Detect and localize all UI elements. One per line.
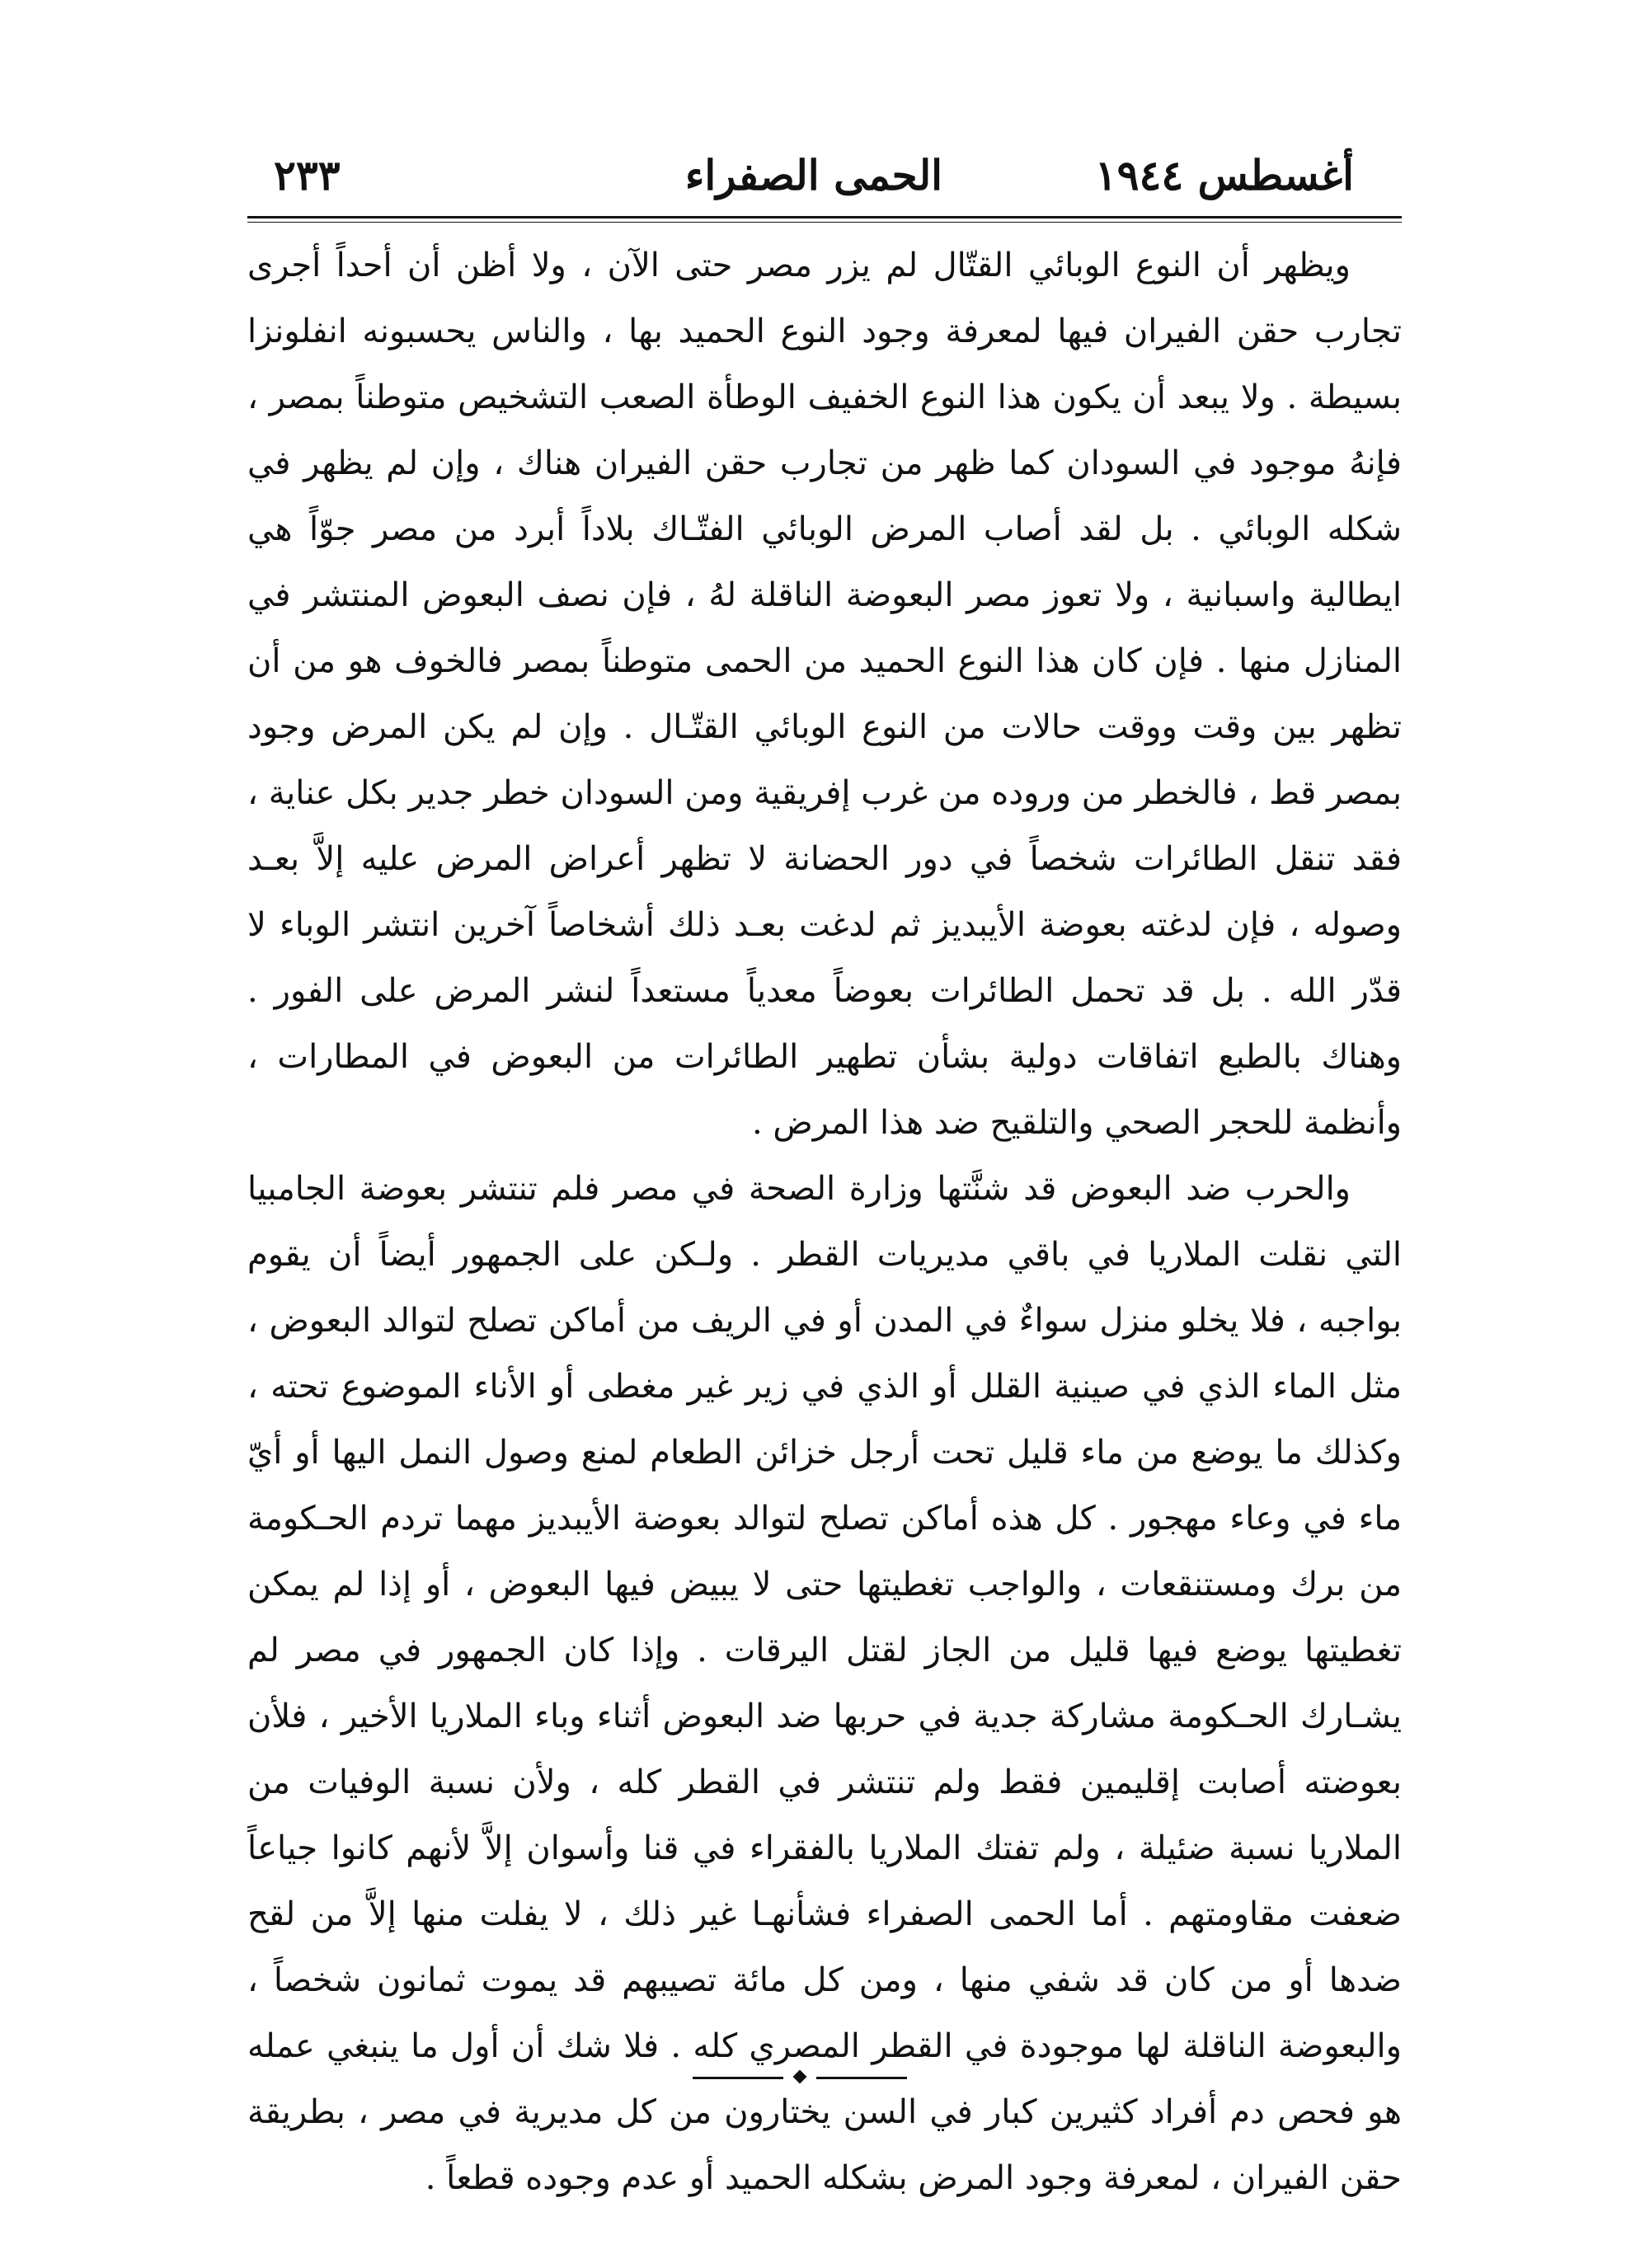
running-head [274, 147, 1354, 204]
diamond-icon [793, 2070, 807, 2084]
ornament-line-left [693, 2077, 783, 2079]
paragraph: والحرب ضد البعوض قد شنَّتها وزارة الصحة في مصر فلم تنتشر بعوضة الجامبيا التي نقلت الملاريا في باقي مديريات القطر . ولـكن على الجمهور أيضاً أن يقوم بواجبه ، فلا يخلو منزل سواءٌ في المدن أو في الريف من أماكن تصلح لتوالد البعوض ، مثل الماء الذي في صينية القلل أو الذي في زير غير مغطى أو الأناء الموضوع تحته ، وكذلك ما يوضع من ماء قليل تحت أرجل خزائن الطعام لمنع وصول النمل اليها أو أيّ ماء في وعاء مهجور . كل هذه أماكن تصلح لتوالد بعوضة الأيبديز مهما تردم الحـكومة من برك ومستنقعات ، والواجب تغطيتها حتى لا يبيض فيها البعوض ، أو إذا لم يمكن تغطيتها يوضع فيها قليل من الجاز لقتل اليرقات . وإذا كان الجمهور في مصر لم يشـارك الحـكومة مشاركة جدية في حربها ضد البعوض أثناء وباء الملاريا الأخير ، فلأن بعوضته أصابت إقليمين فقط ولم تنتشر في القطر كله ، ولأن نسبة الوفيات من الملاريا نسبة ضئيلة ، ولم تفتك الملاريا بالفقراء في قنا وأسوان إلاَّ لأنهم كانوا جياعاً ضعفت مقاومتهم . أما الحمى الصفراء فشأنهـا غير ذلك ، لا يفلت منها إلاَّ من لقح ضدها أو من كان قد شفي منها ، ومن كل مائة تصيبهم قد يموت ثمانون شخصاً ، والبعوضة الناقلة لها موجودة في القطر المصري كله . فلا شك أن أول ما ينبغي عمله هو فحص دم أفراد كثيرين كبار في السن يختارون من كل مديرية في مصر ، بطريقة حقن الفيران ، لمعرفة وجود المرض بشكله الحميد أو عدم وجوده قطعاً . [247, 1170, 1402, 2197]
ornament-line-right [816, 2077, 907, 2079]
paragraph: ويظهر أن النوع الوبائي القتّال لم يزر مصر حتى الآن ، ولا أظن أن أحداً أجرى تجارب حقن الفيران فيها لمعرفة وجود النوع الحميد بها ، والناس يحسبونه انفلونزا بسيطة . ولا يبعد أن يكون هذا النوع الخفيف الوطأة الصعب التشخيص متوطناً بمصر ، فإنهُ موجود في السودان كما ظهر من تجارب حقن الفيران هناك ، وإن لم يظهر في شكله الوبائي . بل لقد أصاب المرض الوبائي الفتّـاك بلاداً أبرد من مصر جوّاً هي ايطالية واسبانية ، ولا تعوز مصر البعوضة الناقلة لهُ ، فإن نصف البعوض المنتشر في المنازل منها . فإن كان هذا النوع الحميد من الحمى متوطناً بمصر فالخوف هو من أن تظهر بين وقت ووقت حالات من النوع الوبائي القتّـال . وإن لم يكن المرض وجود بمصر قط ، فالخطر من وروده من غرب إفريقية ومن السودان خطر جدير بكل عناية ، فقد تنقل الطائرات شخصاً في دور الحضانة لا تظهر أعراض المرض عليه إلاَّ بعـد وصوله ، فإن لدغته بعوضة الأيبديز ثم لدغت بعـد ذلك أشخاصاً آخرين انتشر الوباء لا قدّر الله . بل قد تحمل الطائرات بعوضاً معدياً مستعداً لنشر المرض على الفور . وهناك بالطبع اتفاقات دولية بشأن تطهير الطائرات من البعوض في المطارات ، وأنظمة للحجر الصحي والتلقيح ضد هذا المرض . [247, 247, 1402, 1142]
end-of-article-ornament [693, 2069, 907, 2086]
article-body [247, 232, 1402, 2211]
page-number: ٢٣٣ [274, 151, 341, 200]
header-rule [247, 216, 1402, 223]
issue-date: أغسطس ١٩٤٤ [1094, 151, 1354, 200]
article-title: الحمى الصفراء [684, 151, 943, 200]
